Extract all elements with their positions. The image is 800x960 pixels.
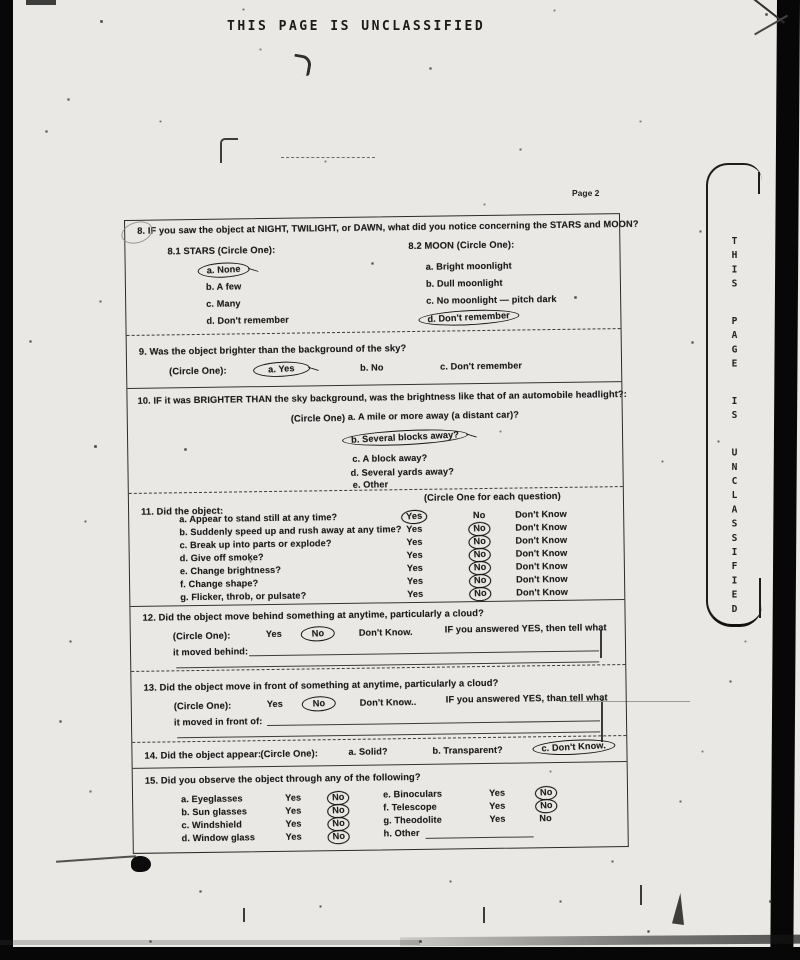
q11-no-cell bbox=[460, 588, 500, 599]
questionnaire-form bbox=[124, 213, 639, 854]
q11-no-cell bbox=[460, 575, 500, 586]
question-15-number: 15. bbox=[144, 774, 159, 786]
q15-yes-cell: Yes bbox=[285, 792, 302, 803]
question-14-text bbox=[144, 748, 261, 761]
q11-no-cell bbox=[460, 549, 500, 560]
q11-no-cell bbox=[459, 523, 499, 534]
q15-no-cell bbox=[539, 787, 554, 797]
question-14-number: 14. bbox=[144, 749, 158, 761]
q11-yes-cell: Yes bbox=[406, 562, 424, 574]
question-10-number: 10. bbox=[137, 395, 151, 406]
scratch-mark bbox=[243, 908, 245, 922]
circled-answer: No bbox=[468, 535, 491, 550]
side-classification-stamp: THIS PAGE IS UNCLASSIFIED bbox=[729, 236, 740, 618]
q15-no-cell bbox=[539, 800, 554, 810]
question-15-label: Did you observe the object through any of the following? bbox=[160, 770, 421, 786]
ink-streak bbox=[56, 855, 136, 863]
q12-note: IF you answered YES, then tell what bbox=[444, 622, 607, 635]
ink-smear bbox=[672, 893, 684, 925]
q14-option-dont-know bbox=[540, 741, 607, 752]
question-12-number: 12. bbox=[142, 611, 156, 623]
q10-option-other: e. Other bbox=[352, 479, 389, 490]
q12-option-yes: Yes bbox=[265, 628, 283, 640]
q11-dont-know-cell: Don't Know bbox=[515, 573, 568, 585]
question-12-text bbox=[142, 607, 483, 623]
q12-answer-line bbox=[249, 649, 599, 656]
q8-stars-option-many: c. Many bbox=[206, 298, 241, 309]
faint-dash-line bbox=[281, 157, 375, 158]
circled-answer: No bbox=[300, 625, 335, 642]
q14-circle-one-label: (Circle One): bbox=[260, 747, 319, 760]
q8-moon-option-bright: a. Bright moonlight bbox=[425, 260, 512, 272]
q11-dont-know-cell: Don't Know bbox=[515, 534, 568, 546]
q11-yes-cell: Yes bbox=[406, 549, 423, 561]
q15-row-label: g. Theodolite bbox=[383, 814, 442, 826]
q11-circle-one-label: (Circle One for each question) bbox=[423, 489, 561, 503]
q11-no-cell bbox=[459, 536, 499, 547]
q15-yes-cell: Yes bbox=[285, 831, 302, 842]
q15-row-label: a. Eyeglasses bbox=[181, 793, 243, 805]
scan-smudge bbox=[0, 940, 420, 945]
q15-row-label: f. Telescope bbox=[383, 801, 437, 813]
question-11-label: Did the object: bbox=[156, 504, 224, 517]
q11-row-label: e. Change brightness? bbox=[179, 564, 282, 577]
q11-yes-cell bbox=[392, 511, 436, 522]
q11-no-cell bbox=[460, 562, 500, 573]
question-12-label: Did the object move behind something at anytime, particularly a cloud? bbox=[158, 607, 484, 623]
q10-option-several-blocks bbox=[350, 431, 460, 443]
q8-stars-option-none bbox=[206, 264, 242, 275]
q13-option-yes: Yes bbox=[266, 698, 283, 710]
circled-answer: No bbox=[469, 587, 492, 602]
q15-yes-cell: Yes bbox=[489, 800, 506, 811]
q11-yes-cell: Yes bbox=[407, 588, 424, 600]
question-10-label: IF it was BRIGHTER THAN the sky background, was the brightness like that of an automobile headlight?: bbox=[153, 388, 627, 406]
q15-no-cell: No bbox=[539, 813, 552, 824]
scratch-mark bbox=[640, 885, 642, 905]
q11-no-cell: No bbox=[472, 509, 486, 521]
question-8-text bbox=[137, 219, 639, 236]
question-9-text bbox=[139, 342, 407, 357]
stamp-bracket bbox=[759, 578, 761, 618]
q8-stars-label: 8.1 STARS (Circle One): bbox=[167, 243, 276, 257]
q11-yes-cell: Yes bbox=[406, 575, 424, 587]
q15-row-label: b. Sun glasses bbox=[181, 806, 248, 818]
question-13-label: Did the object move in front of something at anytime, particularly a cloud? bbox=[159, 676, 499, 693]
question-10-text bbox=[137, 389, 626, 406]
q11-row-label: a. Appear to stand still at any time? bbox=[179, 512, 338, 525]
question-8-number: 8. bbox=[137, 225, 146, 236]
q15-row-label: h. Other bbox=[383, 827, 420, 839]
circled-answer: No bbox=[301, 695, 336, 712]
question-13-text bbox=[143, 677, 498, 693]
q11-dont-know-cell: Don't Know bbox=[515, 547, 568, 559]
q8-stars-option-dont-remember: d. Don't remember bbox=[206, 314, 289, 326]
scan-edge-left bbox=[0, 0, 13, 960]
question-13-number: 13. bbox=[143, 681, 157, 693]
question-15-section bbox=[133, 762, 628, 860]
q10-option-block: c. A block away? bbox=[352, 452, 428, 464]
classification-header: THIS PAGE IS UNCLASSIFIED bbox=[227, 19, 486, 34]
q8-stars-option-few: b. A few bbox=[205, 281, 242, 292]
q15-yes-cell: Yes bbox=[285, 805, 302, 816]
q15-row-label: c. Windshield bbox=[181, 819, 242, 831]
question-8-label: IF you saw the object at NIGHT, TWILIGHT, or DAWN, what did you notice concerning the STARS and MOON? bbox=[147, 218, 639, 236]
q11-row-label: b. Suddenly speed up and rush away at any time? bbox=[179, 524, 402, 538]
q13-note: IF you answered YES, than tell what bbox=[445, 692, 608, 705]
q8-moon-option-no-moonlight: c. No moonlight — pitch dark bbox=[426, 293, 557, 306]
circled-answer: No bbox=[327, 804, 350, 819]
circled-answer: Yes bbox=[401, 509, 428, 524]
scratch-mark bbox=[483, 907, 485, 923]
q14-option-transparent: b. Transparent? bbox=[432, 744, 503, 756]
q13-answer-line bbox=[267, 719, 600, 726]
q10-circle-one-label: (Circle One) bbox=[290, 411, 346, 424]
q13-prompt: it moved in front of: bbox=[173, 716, 263, 728]
q8-moon-option-dont-remember bbox=[426, 312, 511, 323]
q12-prompt: it moved behind: bbox=[172, 646, 249, 658]
circled-answer: No bbox=[327, 830, 350, 845]
question-9-number: 9. bbox=[138, 345, 147, 357]
q15-yes-cell: Yes bbox=[489, 813, 506, 824]
question-12-section bbox=[130, 600, 625, 672]
question-14-label: Did the object appear: bbox=[160, 748, 262, 761]
q12-option-dont-know: Don't Know. bbox=[358, 627, 413, 638]
q13-option-dont-know: Don't Know.. bbox=[359, 696, 417, 708]
q11-yes-cell: Yes bbox=[406, 523, 423, 535]
q14-option-solid: a. Solid? bbox=[348, 746, 388, 757]
q15-other-line bbox=[426, 835, 534, 839]
question-11-number: 11. bbox=[140, 505, 154, 517]
scan-noise bbox=[0, 0, 1, 1]
scan-edge-bottom bbox=[0, 947, 800, 960]
circled-answer: c. Don't Know. bbox=[532, 738, 615, 757]
q11-row-label: c. Break up into parts or explode? bbox=[179, 538, 332, 551]
q8-moon-option-dull: b. Dull moonlight bbox=[425, 277, 503, 289]
scan-edge-top-mark bbox=[26, 0, 56, 5]
q11-yes-cell: Yes bbox=[406, 536, 423, 548]
question-11-section bbox=[129, 487, 625, 607]
circled-answer: No bbox=[468, 548, 491, 563]
circled-answer: No bbox=[468, 561, 491, 576]
circled-answer: No bbox=[535, 786, 558, 801]
page-number: Page 2 bbox=[572, 188, 600, 198]
q11-dont-know-cell: Don't Know bbox=[515, 521, 568, 533]
q15-yes-cell: Yes bbox=[488, 787, 506, 798]
scan-edge-right bbox=[770, 0, 800, 960]
circled-answer: d. Don't remember bbox=[418, 308, 519, 328]
q15-row-label: d. Window glass bbox=[181, 832, 256, 844]
circled-answer: a. Yes bbox=[253, 360, 310, 378]
q8-moon-label: 8.2 MOON (Circle One): bbox=[408, 238, 515, 252]
scan-smudge bbox=[400, 935, 800, 947]
circled-answer: a. None bbox=[197, 261, 250, 279]
ink-hook-mark bbox=[291, 54, 312, 77]
q11-dont-know-cell: Don't Know bbox=[515, 508, 567, 520]
corner-mark bbox=[220, 138, 238, 163]
circled-answer: No bbox=[469, 574, 492, 589]
q10-option-mile: a. A mile or more away (a distant car)? bbox=[347, 409, 520, 422]
q9-option-yes bbox=[267, 364, 296, 374]
q11-row-label: d. Give off smoke? bbox=[179, 552, 264, 564]
q15-yes-cell: Yes bbox=[285, 818, 302, 829]
q12-circle-one-label: (Circle One): bbox=[172, 629, 231, 642]
circled-answer: No bbox=[327, 791, 350, 806]
q15-row-label: e. Binoculars bbox=[382, 788, 443, 800]
circled-answer: No bbox=[468, 522, 491, 537]
question-9-label: Was the object brighter than the background of the sky? bbox=[149, 342, 407, 357]
q10-option-several-yards: d. Several yards away? bbox=[350, 466, 454, 478]
stamp-bracket bbox=[758, 172, 760, 194]
q9-option-dont-remember: c. Don't remember bbox=[440, 360, 523, 372]
circled-answer: No bbox=[535, 799, 558, 814]
q13-circle-one-label: (Circle One): bbox=[173, 699, 232, 712]
circled-answer: b. Several blocks away? bbox=[342, 427, 469, 448]
question-9-section bbox=[127, 329, 622, 389]
circled-answer: No bbox=[327, 817, 350, 832]
q11-row-label: g. Flicker, throb, or pulsate? bbox=[180, 590, 307, 603]
question-15-text bbox=[145, 771, 421, 786]
question-8-section bbox=[125, 214, 639, 336]
q11-dont-know-cell: Don't Know bbox=[516, 586, 568, 598]
q11-row-label: f. Change shape? bbox=[180, 578, 259, 590]
q13-option-no bbox=[312, 698, 327, 708]
q11-dont-know-cell: Don't Know bbox=[515, 560, 568, 572]
q9-option-no: b. No bbox=[360, 362, 384, 373]
question-10-section bbox=[127, 382, 627, 494]
q9-circle-one-label: (Circle One): bbox=[169, 364, 227, 377]
question-13-section bbox=[131, 665, 626, 743]
q12-option-no bbox=[311, 628, 326, 638]
